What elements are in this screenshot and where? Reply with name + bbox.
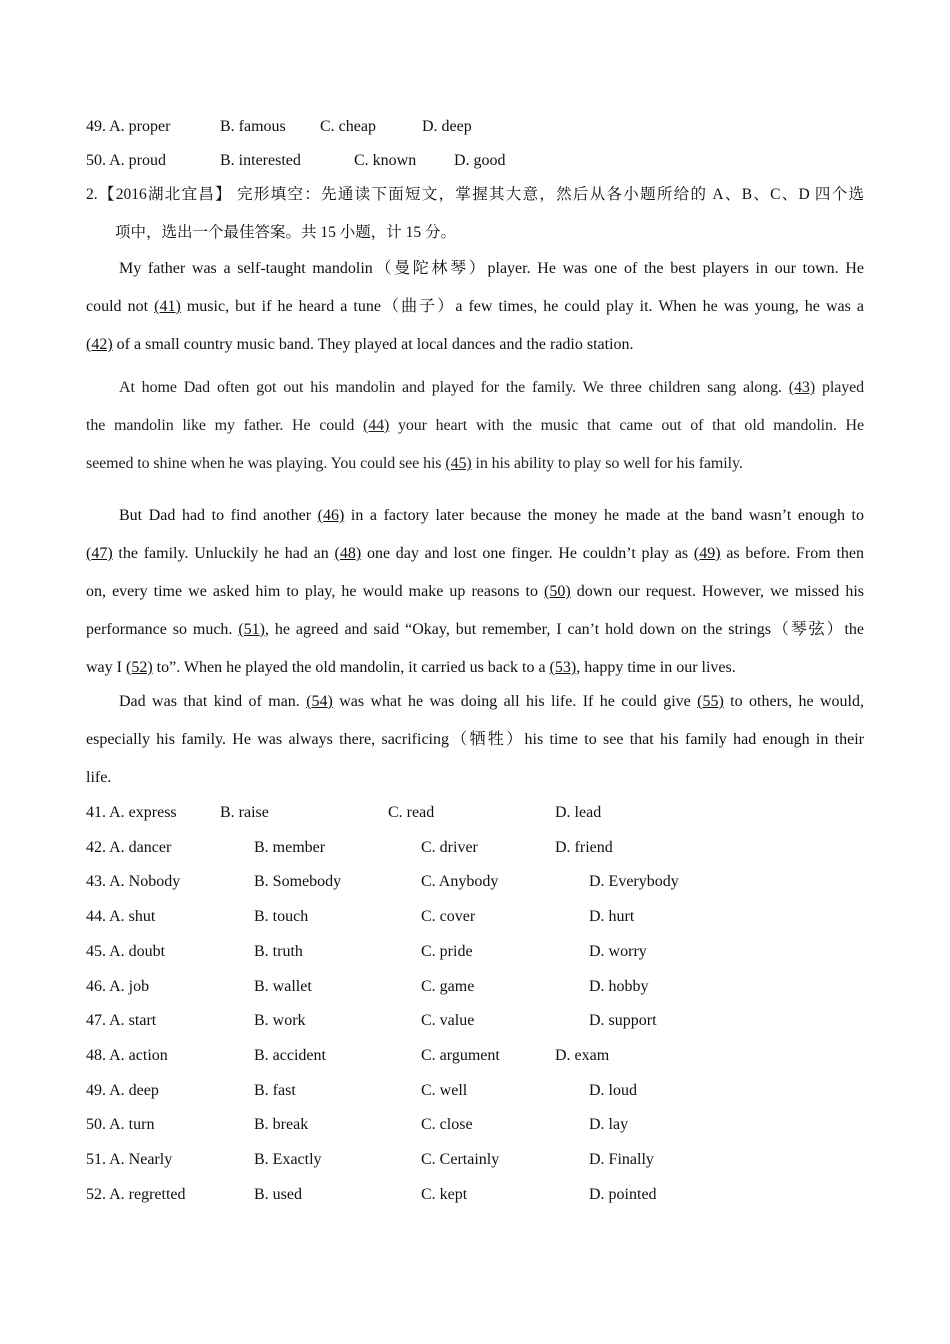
option-d: D. loud — [589, 1081, 637, 1099]
passage-p3-line-2 — [86, 543, 864, 565]
passage-text: , he agreed and said “Okay, but remember, I can’t hold down on the strings（琴弦）the — [265, 621, 864, 638]
passage-text: At home Dad often got out his mandolin and played for the family. We three children sang along. — [119, 379, 789, 396]
option-d: D. hobby — [589, 977, 649, 995]
blank-52: (52) — [125, 659, 153, 676]
option-c: C. Anybody — [421, 873, 499, 891]
option-a: 45. A. doubt — [86, 942, 166, 960]
option-b: B. touch — [254, 908, 309, 926]
passage-p4-line-3 — [86, 767, 864, 789]
option-b: B. fast — [254, 1081, 296, 1099]
option-c: C. kept — [421, 1185, 468, 1203]
blank-43: (43) — [788, 379, 816, 396]
option-d: D. deep — [422, 118, 472, 135]
option-a: 48. A. action — [86, 1046, 168, 1064]
blank-51: (51) — [238, 621, 265, 638]
option-a: 49. A. proper — [86, 118, 171, 135]
passage-p3-line-5 — [86, 657, 864, 679]
blank-42: (42) — [86, 336, 113, 353]
option-b: B. famous — [220, 118, 286, 135]
passage-text: the family. Unluckily he had an — [112, 545, 335, 562]
option-c: C. value — [421, 1012, 475, 1030]
option-c: C. close — [421, 1116, 473, 1134]
option-b: B. work — [254, 1012, 306, 1030]
option-a: 42. A. dancer — [86, 838, 172, 856]
blank-54: (54) — [306, 693, 333, 710]
option-c: C. cheap — [320, 118, 376, 135]
option-a: 44. A. shut — [86, 908, 156, 926]
passage-text: in a factory later because the money he made at the band wasn’t enough to — [344, 507, 865, 524]
option-b: B. Exactly — [254, 1151, 322, 1168]
option-c: C. game — [421, 977, 475, 995]
option-b: B. wallet — [254, 977, 312, 995]
option-c: C. well — [421, 1081, 468, 1099]
blank-44: (44) — [363, 417, 390, 434]
option-c: C. driver — [421, 838, 478, 856]
passage-text: down our request. However, we missed his — [570, 583, 865, 600]
option-d: D. exam — [555, 1046, 610, 1064]
option-b: B. member — [254, 838, 326, 856]
passage-text: of a small country music band. They played at local dances and the radio station. — [112, 336, 634, 353]
passage-text: on, every time we asked him to play, he would make up reasons to — [86, 583, 545, 600]
option-a: 51. A. Nearly — [86, 1151, 173, 1168]
passage-text: as before. From then — [720, 545, 865, 562]
option-a: 52. A. regretted — [86, 1185, 186, 1203]
option-d: D. Everybody — [589, 873, 679, 891]
passage-text: in his ability to play so well for his family. — [471, 455, 743, 472]
option-b: B. used — [254, 1185, 302, 1203]
passage-text: Dad was that kind of man. — [119, 693, 307, 710]
passage-p3-line-1 — [86, 505, 864, 527]
option-d: D. worry — [589, 942, 647, 960]
passage-p2-line-3 — [86, 453, 864, 475]
option-b: B. interested — [220, 152, 301, 169]
passage-text: , happy time in our lives. — [576, 659, 736, 676]
passage-p4-line-2 — [86, 729, 864, 751]
passage-p1-line-3 — [86, 334, 864, 356]
option-a: 43. A. Nobody — [86, 873, 181, 891]
passage-text: But Dad had to find another — [119, 507, 318, 524]
passage-text: your heart with the music that came out of that old mandolin. He — [389, 417, 864, 434]
passage-text: life. — [86, 769, 112, 786]
option-c: C. argument — [421, 1046, 500, 1064]
passage-text: way I — [86, 659, 126, 676]
blank-55: (55) — [697, 693, 724, 710]
passage-p3-line-4 — [86, 619, 864, 641]
passage-p4-line-1 — [86, 691, 864, 713]
option-a: 47. A. start — [86, 1012, 157, 1030]
option-d: D. support — [589, 1012, 657, 1030]
passage-p3-line-3 — [86, 581, 864, 603]
question-instruction-line1: 2.【2016湖北宜昌】 完形填空：先通读下面短文，掌握其大意，然后从各小题所给的 A、B、C、D 四个选 — [86, 186, 864, 203]
passage-text: especially his family. He was always there, sacrificing（牺牲）his time to see that his family had enough in their — [86, 731, 864, 748]
option-c: C. pride — [421, 942, 473, 960]
blank-48: (48) — [334, 545, 362, 562]
option-b: B. Somebody — [254, 873, 342, 891]
option-d: D. lay — [589, 1116, 629, 1134]
passage-text: music, but if he heard a tune（曲子）a few times, he could play it. When he was young, he was a — [180, 298, 864, 315]
passage-text: the mandolin like my father. He could — [86, 417, 363, 434]
blank-53: (53) — [549, 659, 577, 676]
option-b: B. raise — [220, 804, 269, 821]
passage-text: to others, he would, — [723, 693, 864, 710]
option-c: C. read — [388, 804, 435, 821]
option-b: B. truth — [254, 942, 303, 960]
passage-text: was what he was doing all his life. If he could give — [332, 693, 698, 710]
blank-41: (41) — [154, 298, 181, 315]
option-a: 50. A. turn — [86, 1116, 155, 1134]
passage-text: seemed to shine when he was playing. You could see his — [86, 455, 446, 472]
blank-45: (45) — [445, 455, 472, 472]
passage-text: My father was a self-taught mandolin（曼陀林琴）player. He was one of the best players in our town. He — [119, 260, 864, 277]
option-d: D. Finally — [589, 1151, 654, 1168]
passage-text: performance so much. — [86, 621, 239, 638]
passage-p1-line-2 — [86, 296, 864, 318]
blank-50: (50) — [544, 583, 571, 600]
option-c: C. cover — [421, 908, 476, 926]
passage-text: to”. When he played the old mandolin, it carried us back to a — [152, 659, 550, 676]
passage-text: could not — [86, 298, 155, 315]
passage-text: one day and lost one finger. He couldn’t play as — [361, 545, 694, 562]
option-d: D. hurt — [589, 908, 635, 926]
blank-46: (46) — [317, 507, 345, 524]
option-d: D. pointed — [589, 1185, 657, 1203]
passage-p1-line-1 — [86, 258, 864, 280]
option-a: 49. A. deep — [86, 1081, 159, 1099]
passage-p2-line-2 — [86, 415, 864, 437]
option-d: D. good — [454, 152, 506, 169]
question-instruction-line2: 项中，选出一个最佳答案。共 15 小题，计 15 分。 — [115, 224, 457, 241]
option-b: B. accident — [254, 1046, 326, 1064]
option-a: 41. A. express — [86, 804, 177, 821]
passage-p2-line-1 — [86, 377, 864, 399]
option-a: 50. A. proud — [86, 152, 166, 169]
blank-49: (49) — [693, 545, 721, 562]
option-d: D. lead — [555, 804, 602, 821]
option-c: C. Certainly — [421, 1151, 500, 1168]
option-a: 46. A. job — [86, 977, 150, 995]
blank-47: (47) — [86, 545, 113, 562]
option-d: D. friend — [555, 838, 613, 856]
passage-text: played — [815, 379, 864, 396]
option-b: B. break — [254, 1116, 309, 1134]
option-c: C. known — [354, 152, 417, 169]
